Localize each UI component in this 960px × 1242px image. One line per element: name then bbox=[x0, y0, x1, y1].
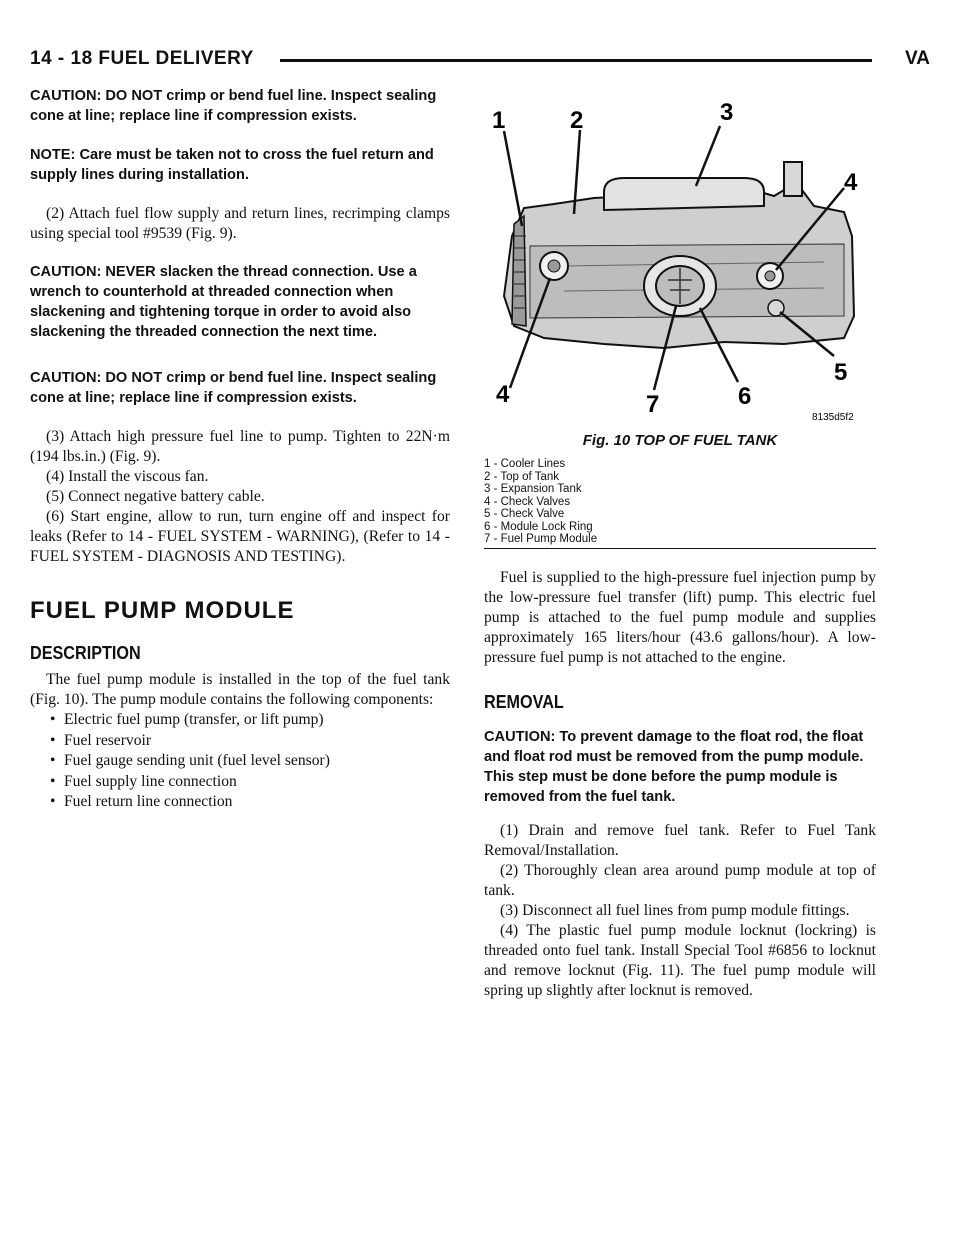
header-rule bbox=[280, 59, 872, 62]
legend-item: 6 - Module Lock Ring bbox=[484, 520, 593, 533]
step-2-attach-lines: (2) Attach fuel flow supply and return lines, recrimping clamps using special tool #9539 (Fig. 9). bbox=[30, 205, 450, 242]
callout-2: 2 bbox=[570, 107, 584, 134]
bullet-glyph: • bbox=[50, 731, 56, 749]
fuel-tank-figure bbox=[484, 86, 876, 426]
figure-caption: Fig. 10 TOP OF FUEL TANK bbox=[582, 432, 778, 449]
step-3-pressure-line: (3) Attach high pressure fuel line to pump. Tighten to 22N·m (194 lbs.in.) (Fig. 9). bbox=[30, 428, 450, 465]
fuel-tank-illustration bbox=[484, 86, 876, 426]
step-5-battery: (5) Connect negative battery cable. bbox=[46, 488, 265, 505]
list-item: • Fuel gauge sending unit (fuel level sensor) bbox=[50, 751, 450, 772]
figure-legend bbox=[484, 458, 876, 549]
section-title: FUEL PUMP MODULE bbox=[30, 597, 295, 624]
page-label: 14 - 18 FUEL DELIVERY bbox=[30, 48, 254, 69]
list-item: • Electric fuel pump (transfer, or lift pump) bbox=[50, 710, 450, 731]
bullet-glyph: • bbox=[50, 752, 56, 769]
removal-step-4: (4) The plastic fuel pump module locknut (lockring) is threaded onto fuel tank. Install Special Tool #6856 to locknut and remove locknut (Fig. 11). The fuel pump module will spring up slightly after locknut is removed. bbox=[484, 922, 876, 999]
callout-1: 1 bbox=[492, 107, 506, 134]
bullet-glyph: • bbox=[50, 711, 56, 728]
removal-step-3: (3) Disconnect all fuel lines from pump module fittings. bbox=[500, 902, 850, 919]
legend-item: 5 - Check Valve bbox=[484, 508, 565, 520]
caution-crimp-2: CAUTION: DO NOT crimp or bend fuel line. Inspect sealing cone at line; replace line if compression exists. bbox=[30, 370, 437, 406]
step-4-fan: (4) Install the viscous fan. bbox=[46, 468, 209, 485]
left-column bbox=[30, 86, 450, 813]
removal-step-1: (1) Drain and remove fuel tank. Refer to Fuel Tank Removal/Installation. bbox=[484, 822, 876, 859]
manual-code: VA bbox=[905, 48, 930, 69]
list-item: • Fuel return line connection bbox=[50, 792, 450, 813]
legend-item: 3 - Expansion Tank bbox=[484, 483, 582, 495]
callout-3: 3 bbox=[720, 99, 734, 126]
list-item: • Fuel supply line connection bbox=[50, 772, 450, 793]
figure-code: 8135d5f2 bbox=[812, 412, 854, 423]
callout-6: 6 bbox=[738, 383, 752, 410]
bullet-glyph: • bbox=[50, 772, 56, 790]
callout-4-left: 4 bbox=[496, 381, 510, 408]
legend-item: 1 - Cooler Lines bbox=[484, 458, 566, 470]
caution-crimp: CAUTION: DO NOT crimp or bend fuel line. Inspect sealing cone at line; replace line if compression exists. bbox=[30, 88, 437, 124]
legend-item: 7 - Fuel Pump Module bbox=[484, 533, 598, 545]
removal-caution: CAUTION: To prevent damage to the float rod, the float and float rod must be removed from the pump module. This step must be done before the pump module is removed from the fuel tank. bbox=[484, 729, 864, 805]
intro-text: Fuel is supplied to the high-pressure fuel injection pump by the low-pressure fuel transfer (lift) pump. This electric fuel pump is attached to the fuel pump module and supplies approximately 165 liters/hour (43.6 gallons/hour). A low-pressure fuel pump is not attached to the engine. bbox=[484, 569, 876, 666]
removal-step-2: (2) Thoroughly clean area around pump module at top of tank. bbox=[484, 862, 876, 899]
legend-item: 4 - Check Valves bbox=[484, 495, 571, 508]
callout-7: 7 bbox=[646, 391, 660, 418]
bullet-glyph: • bbox=[50, 793, 56, 810]
removal-title: REMOVAL bbox=[484, 692, 564, 712]
right-column bbox=[484, 568, 876, 1001]
page-header bbox=[30, 48, 930, 72]
callout-4-right: 4 bbox=[844, 169, 858, 196]
description-text: The fuel pump module is installed in the top of the fuel tank (Fig. 10). The pump module contains the following components: bbox=[30, 671, 450, 708]
legend-item: 2 - Top of Tank bbox=[484, 470, 560, 483]
note-cross-lines: NOTE: Care must be taken not to cross the fuel return and supply lines during installation. bbox=[30, 147, 434, 183]
caution-thread: CAUTION: NEVER slacken the thread connection. Use a wrench to counterhold at threaded connection when slackening and tightening torque in order to avoid also slackening the threaded connection the next time. bbox=[30, 264, 417, 340]
step-6-leaks: (6) Start engine, allow to run, turn engine off and inspect for leaks (Refer to 14 - FUEL SYSTEM - WARNING), (Refer to 14 - FUEL SYSTEM - DIAGNOSIS AND TESTING). bbox=[30, 508, 450, 565]
callout-5: 5 bbox=[834, 359, 848, 386]
description-title: DESCRIPTION bbox=[30, 643, 141, 663]
component-list bbox=[30, 710, 450, 813]
list-item: • Fuel reservoir bbox=[50, 731, 450, 752]
